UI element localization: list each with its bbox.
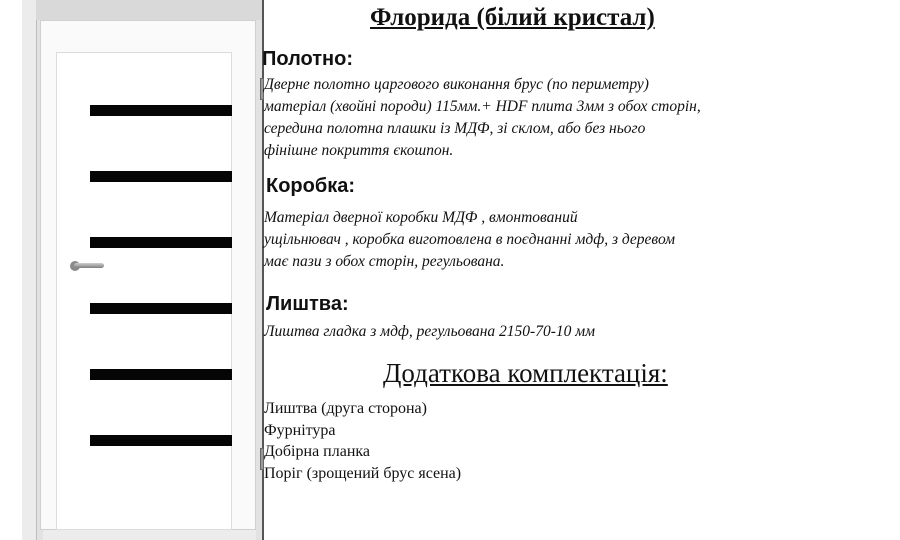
text-line: має пази з обох сторін, регульована. [264,253,505,270]
section-body-lyshtva [264,321,595,343]
text-line: матеріал (хвойні породи) 115мм.+ HDF плита 3мм з обох сторін, [264,98,701,115]
extras-heading: Додаткова комплектація: [383,358,668,388]
glass-stripe [90,369,232,380]
section-heading-lyshtva: Лиштва: [266,293,349,315]
section-heading-korobka: Коробка: [266,175,356,197]
glass-stripe [90,171,232,182]
list-item: Лиштва (друга сторона) [264,400,427,417]
text-line: Дверне полотно царгового виконання брус (по периметру) [264,76,649,93]
glass-stripe [90,105,232,116]
text-line: середина полотна плашки із МДФ, зі склом, або без нього [264,120,646,137]
door-glass [56,52,232,530]
section-body-polotno [264,74,701,162]
glass-stripe [90,303,232,314]
glass-stripe [90,237,232,248]
door-illustration [22,0,260,540]
page-title: Флорида (білий кристал) [370,4,655,31]
glass-stripe [90,435,232,446]
list-item: Фурнітура [264,421,336,439]
text-line: Матеріал дверної коробки МДФ , вмонтований [264,209,578,226]
text-line: Лиштва гладка з мдф, регульована 2150-70-10 мм [264,323,596,340]
section-heading-polotno: Полотно: [262,48,354,70]
extras-list [264,398,461,484]
door-handle [74,263,104,268]
section-body-korobka [264,207,675,273]
text-line: фінішне покриття єкошпон. [264,142,454,159]
list-item: Поріг (зрощений брус ясена) [264,464,462,482]
list-item: Добірна планка [264,443,371,460]
door-frame-top [36,0,264,22]
text-line: ущільнювач , коробка виготовлена в поєднанні мдф, з деревом [264,231,676,248]
